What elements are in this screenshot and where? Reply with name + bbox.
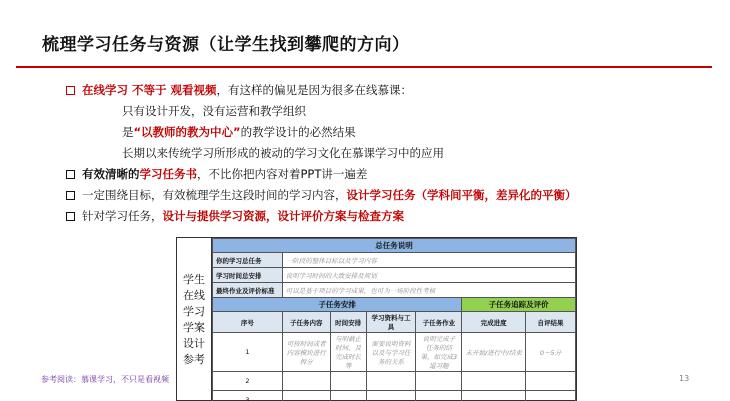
bullet-1	[66, 80, 706, 101]
bullet-3	[66, 185, 706, 206]
table-row	[213, 372, 576, 391]
tracking-header: 子任务追踪及评价	[462, 298, 576, 312]
bullet-2-highlight: 学习任务书	[139, 167, 197, 181]
row-time: 与明截止时间，及完成时长等	[330, 333, 366, 372]
row-content: 可按时间或者内容模块进行拆分	[282, 333, 330, 372]
row-self-eval: 0～5分	[526, 333, 576, 372]
row-self-eval	[526, 372, 576, 391]
bullet-4	[66, 206, 706, 227]
sub-point-2	[66, 122, 706, 143]
bullet-square-icon	[66, 86, 75, 95]
bullet-2-bold: 有效清晰的	[82, 167, 140, 181]
bullet-4-highlight: 设计与提供学习资源，设计评价方案与检查方案	[162, 209, 404, 223]
subtask-header: 子任务安排	[213, 298, 462, 312]
sub-point-2-post: 的教学设计的必然结果	[240, 125, 356, 139]
overall-task-header: 总任务说明	[213, 239, 576, 253]
row-content	[282, 372, 330, 391]
bullet-square-icon	[66, 170, 75, 179]
bullet-1-highlight: 在线学习 不等于 观看视频	[82, 83, 217, 97]
sub-point-2-pre: 是	[122, 125, 134, 139]
row-self-eval	[526, 391, 576, 401]
col-header-no: 序号	[213, 312, 283, 333]
table-row	[213, 391, 576, 401]
bullet-2-text: ，不比你把内容对着PPT讲一遍差	[197, 167, 368, 181]
title-divider	[16, 66, 712, 68]
row-resources	[366, 372, 416, 391]
lesson-plan-grid	[212, 238, 576, 401]
row-resources	[366, 391, 416, 401]
info-row-label: 最终作业及评价标准	[213, 283, 283, 298]
row-homework	[416, 391, 462, 401]
col-header-progress: 完成进度	[462, 312, 526, 333]
bullet-3-text: 一定围绕目标，有效梳理学生这段时间的学习内容，	[82, 188, 347, 202]
info-row-label: 学习时间总安排	[213, 268, 283, 283]
row-progress: 未开始/进行中/结束	[462, 333, 526, 372]
sub-point-2-highlight: “以教师的教为中心”	[133, 125, 241, 139]
bullet-1-text: ，有这样的偏见是因为很多在线慕课：	[216, 83, 413, 97]
row-progress	[462, 372, 526, 391]
table-row	[213, 333, 576, 372]
info-row-label: 你的学习总任务	[213, 253, 283, 268]
slide-title: 梳理学习任务与资源（让学生找到攀爬的方向）	[42, 35, 410, 55]
reference-link[interactable]: 参考阅读：慕课学习，不只是看视频	[41, 375, 169, 384]
info-row-hint: 一阶段的整体目标以及学习内容	[282, 253, 575, 268]
page-number: 13	[679, 374, 690, 383]
col-header-homework: 子任务作业	[416, 312, 462, 333]
col-header-self-eval: 自评结果	[526, 312, 576, 333]
bullet-2	[66, 164, 706, 185]
row-resources: 需要说明资料以及与学习任务的关系	[366, 333, 416, 372]
row-homework	[416, 372, 462, 391]
info-row	[213, 283, 576, 298]
info-row	[213, 268, 576, 283]
col-header-resources: 学习资料与工具	[366, 312, 416, 333]
col-header-content: 子任务内容	[282, 312, 330, 333]
lesson-plan-table	[176, 237, 577, 401]
row-no: 2	[213, 372, 283, 391]
row-no: 3	[213, 391, 283, 401]
row-time	[330, 372, 366, 391]
row-no: 1	[213, 333, 283, 372]
column-header-row	[213, 312, 576, 333]
row-progress	[462, 391, 526, 401]
sub-point-3: 长期以来传统学习所形成的被动的学习文化在慕课学习中的应用	[122, 146, 444, 160]
table-side-label: 学生在线学习学案设计参考	[177, 238, 212, 401]
col-header-time: 时间安排	[330, 312, 366, 333]
row-content	[282, 391, 330, 401]
row-time	[330, 391, 366, 401]
info-row	[213, 253, 576, 268]
bullet-square-icon	[66, 191, 75, 200]
row-homework: 说明完成子任务的结果，如完成3道习题	[416, 333, 462, 372]
bullet-4-text: 针对学习任务，	[82, 209, 163, 223]
bullet-square-icon	[66, 212, 75, 221]
info-row-hint: 可以是基于项目的学习成果，也可为一场阶段性考核	[282, 283, 575, 298]
bullet-3-highlight: 设计学习任务（学科间平衡，差异化的平衡）	[346, 188, 577, 202]
bullet-list	[66, 80, 706, 227]
info-row-hint: 说明学习时间的大致安排及规划	[282, 268, 575, 283]
sub-point-1: 只有设计开发，没有运营和教学组织	[122, 104, 306, 118]
